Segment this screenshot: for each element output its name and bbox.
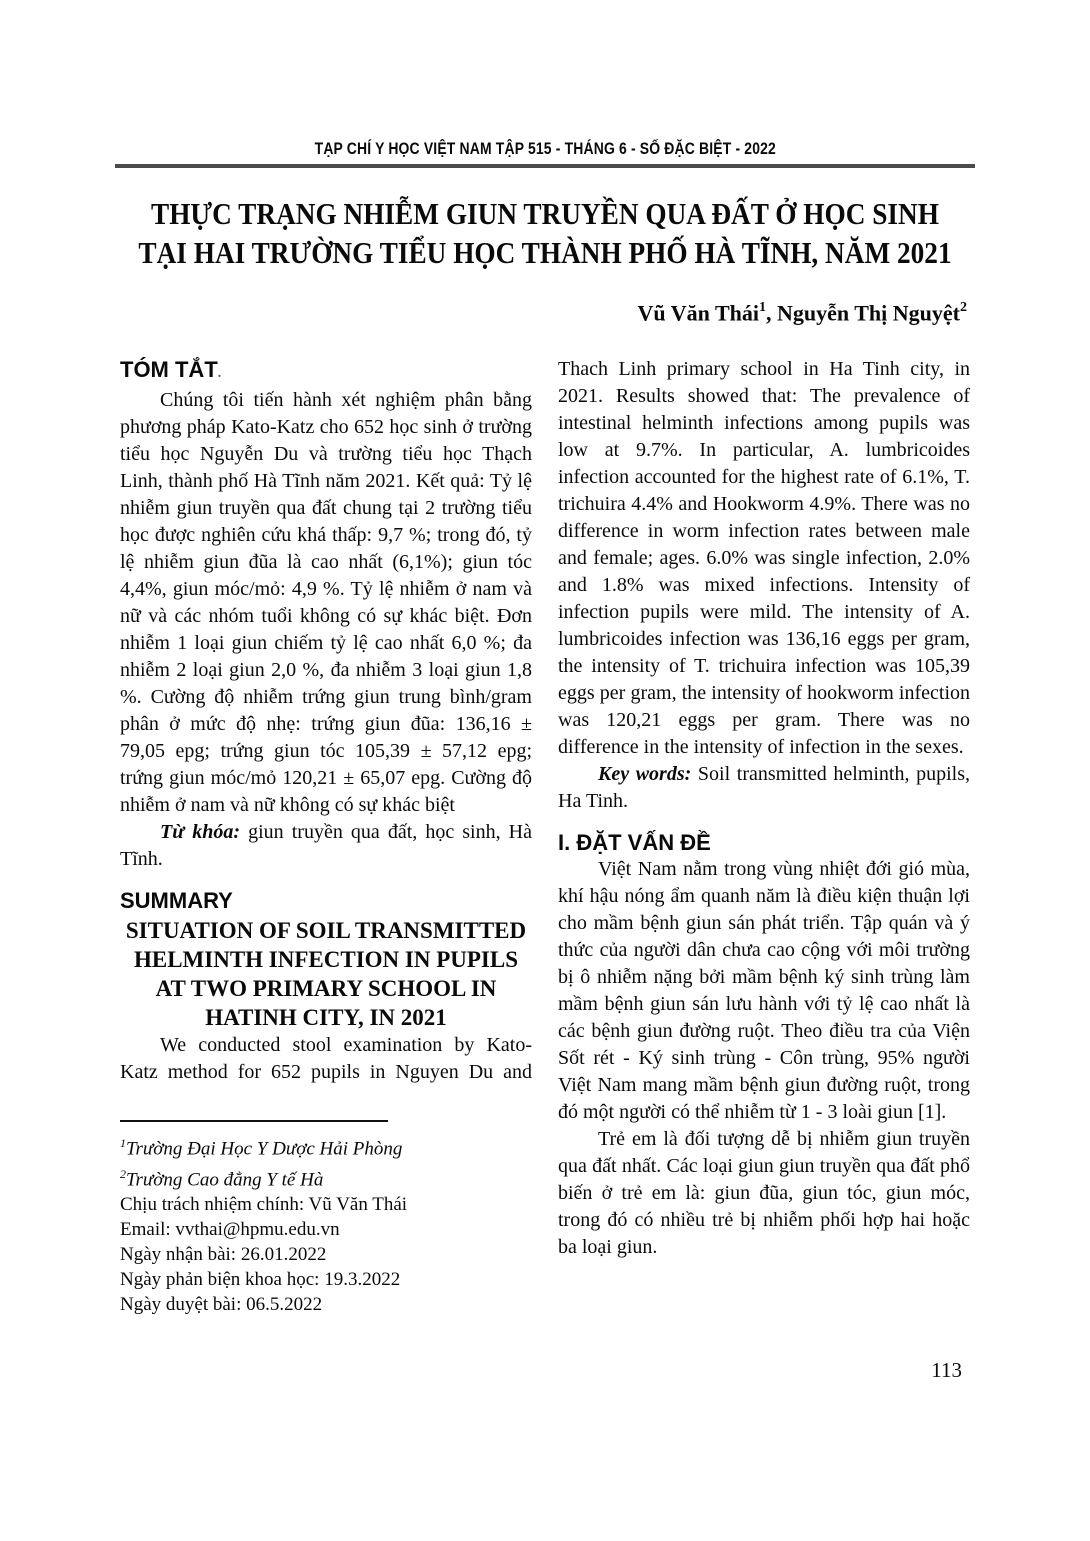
header-rule: [115, 164, 975, 168]
section-1-paragraph-1: Việt Nam nằm trong vùng nhiệt đới gió mùa, khí hậu nóng ẩm quanh năm là điều kiện thuận lợi cho mầm bệnh giun sán phát triển. Tập quán và ý thức của người dân chưa cao cộng với môi trường bị ô nhiễm nặng bởi mầm bệnh ký sinh trùng làm mầm bệnh giun sán lưu hành với tỷ lệ cao nhất là các bệnh giun đường ruột. Theo điều tra của Viện Sốt rét - Ký sinh trùng - Côn trùng, 95% người Việt Nam mang mầm bệnh giun đường ruột, trong đó một người có thể nhiễm từ 1 - 3 loài giun [1].: [558, 858, 970, 1124]
english-title-line-1: SITUATION OF SOIL TRANSMITTED: [125, 918, 527, 944]
english-title: [120, 916, 532, 1032]
section-1-heading: I. ĐẶT VẤN ĐỀ: [558, 830, 711, 856]
article-title: [0, 194, 1090, 272]
journal-title-text: TẠP CHÍ Y HỌC VIỆT NAM TẬP 515 - THÁNG 6 - SỐ ĐẶC BIỆT - 2022: [314, 139, 776, 158]
email-line: Email: vvthai@hpmu.edu.vn: [120, 1218, 340, 1240]
two-column-body: [0, 356, 1090, 1317]
corresponding-author-line: Chịu trách nhiệm chính: Vũ Văn Thái: [120, 1193, 408, 1215]
affiliation-1: $^1$Trường Đại Học Y Dược Hải Phòng: [120, 1136, 403, 1160]
author-2-name: Nguyễn Thị Nguyệt: [777, 300, 960, 326]
author-1-affiliation-mark: 1: [759, 300, 767, 315]
english-title-line-4: HATINH CITY, IN 2021: [205, 1005, 447, 1031]
keywords-en-text: Soil transmitted helminth, pupils, Ha Tinh.: [558, 763, 971, 813]
author-1-name: Vũ Văn Thái: [637, 300, 760, 326]
abstract-vi-keywords: [120, 819, 532, 873]
summary-heading: SUMMARY: [120, 888, 233, 914]
page-number: 113: [931, 1358, 962, 1382]
keywords-vi-label: Từ khóa:: [160, 821, 241, 844]
accepted-date-line: Ngày duyệt bài: 06.5.2022: [120, 1293, 323, 1315]
summary-body-left-part: We conducted stool examination by Kato-Katz method for 652 pupils in Nguyen Du and: [120, 1034, 532, 1084]
article-title-line-1: THỰC TRẠNG NHIỄM GIUN TRUYỀN QUA ĐẤT Ở HỌC SINH: [151, 196, 939, 231]
footnote-block: [120, 1120, 532, 1317]
reviewed-date-line: Ngày phản biện khoa học: 19.3.2022: [120, 1268, 401, 1290]
english-title-line-2: HELMINTH INFECTION IN PUPILS: [133, 947, 519, 973]
abstract-heading-dot: .: [217, 366, 222, 382]
authors-separator: ,: [766, 300, 778, 326]
right-column: [558, 356, 970, 1317]
english-title-line-3: AT TWO PRIMARY SCHOOL IN: [155, 976, 497, 1002]
author-2-affiliation-mark: 2: [960, 300, 967, 315]
footnote-rule: [120, 1120, 388, 1122]
left-column: [120, 356, 532, 1317]
affiliation-2-mark: 2: [120, 1166, 126, 1181]
authors-line: [123, 296, 967, 326]
received-date-line: Ngày nhận bài: 26.01.2022: [120, 1243, 327, 1265]
affiliation-1-mark: 1: [120, 1136, 126, 1151]
summary-body-right-part: Thach Linh primary school in Ha Tinh city, in 2021. Results showed that: The prevalence of intestinal helminth infections among pupils was low at 9.7%. In particular, A. lumbricoides infection accounted for the highest rate of 6.1%, T. trichuira 4.4% and Hookworm 4.9%. There was no difference in worm infection rates between male and female; ages. 6.0% was single infection, 2.0% and 1.8% was mixed infections. Intensity of infection pupils were mild. The intensity of A. lumbricoides infection was 136,16 eggs per gram, the intensity of T. trichuira infection was 105,39 eggs per gram, the intensity of hookworm infection was 120,21 eggs per gram. There was no difference in the intensity of infection in the sexes.: [558, 358, 970, 759]
section-1-paragraph-2: Trẻ em là đối tượng dễ bị nhiễm giun truyền qua đất nhất. Các loại giun giun truyền qua đất phổ biến ở trẻ em là: giun đũa, giun tóc, giun móc, trong đó có nhiều trẻ bị nhiễm phối hợp hai hoặc ba loại giun.: [558, 1128, 970, 1259]
keywords-en-label: Key words:: [598, 763, 692, 786]
article-title-line-2: TẠI HAI TRƯỜNG TIỂU HỌC THÀNH PHỐ HÀ TĨNH, NĂM 2021: [138, 235, 952, 270]
abstract-vi-body: Chúng tôi tiến hành xét nghiệm phân bằng phương pháp Kato-Katz cho 652 học sinh ở trường tiểu học Nguyễn Du và trường tiểu học Thạch Linh, thành phố Hà Tĩnh năm 2021. Kết quả: Tỷ lệ nhiễm giun truyền qua đất chung tại 2 trường tiểu học được nghiên cứu khá thấp: 9,7 %; trong đó, tỷ lệ nhiễm giun đũa là cao nhất (6,1%); giun tóc 4,4%, giun móc/mỏ: 4,9 %. Tỷ lệ nhiễm ở nam và nữ và các nhóm tuổi không có sự khác biệt. Đơn nhiễm 1 loại giun chiếm tỷ lệ cao nhất 6,0 %; đa nhiễm 2 loại giun 2,0 %, đa nhiễm 3 loại giun 1,8 %. Cường độ nhiễm trứng giun trung bình/gram phân ở mức độ nhẹ: trứng giun đũa: 136,16 ± 79,05 epg; trứng giun tóc 105,39 ± 57,12 epg; trứng giun móc/mỏ 120,21 ± 65,07 epg. Cường độ nhiễm ở nam và nữ không có sự khác biệt: [120, 389, 532, 817]
journal-running-head: [0, 0, 1090, 159]
keywords-vi-text: giun truyền qua đất, học sinh, Hà Tĩnh.: [120, 821, 532, 871]
affiliation-2: $^2$Trường Cao đẳng Y tế Hà: [120, 1166, 324, 1190]
summary-keywords: [558, 761, 970, 815]
abstract-heading: TÓM TẮT.: [120, 357, 222, 383]
